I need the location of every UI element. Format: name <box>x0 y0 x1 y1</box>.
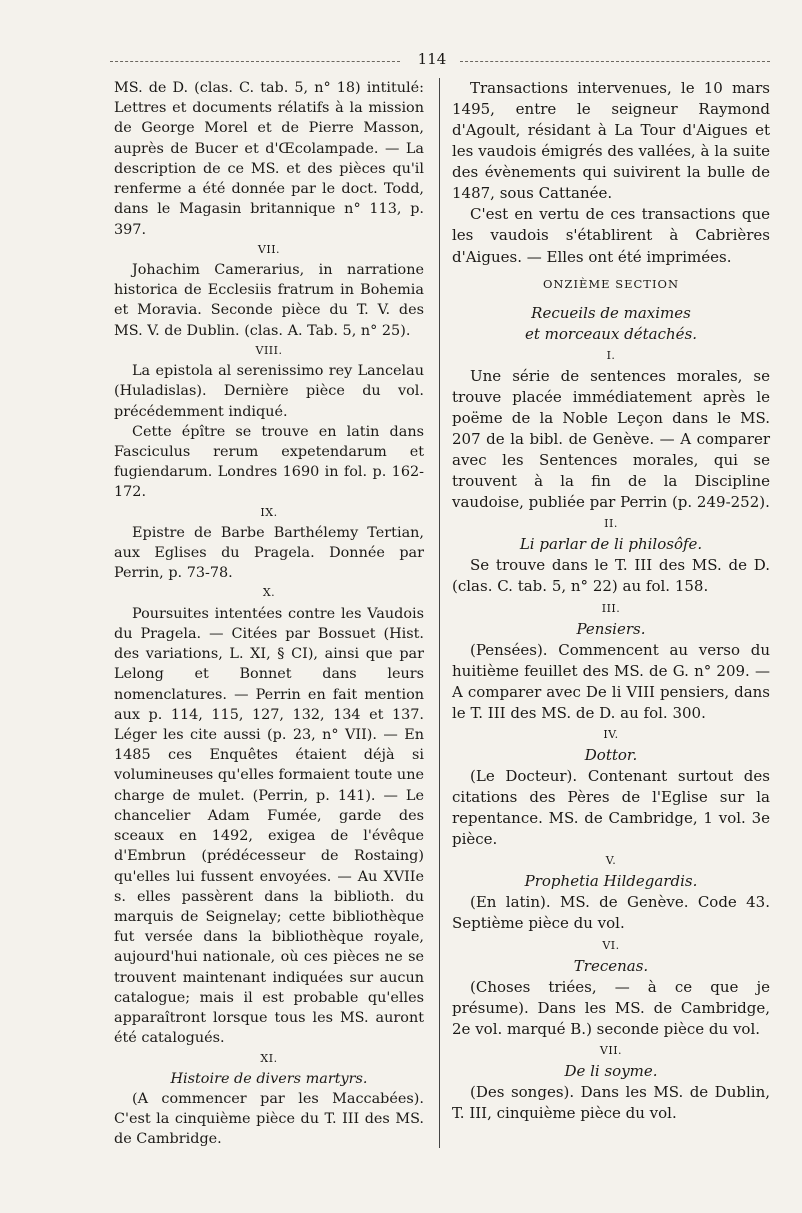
paragraph: C'est en vertu de ces transactions que les vaudois s'établirent à Cabrières d'Aigues. — Elles ont été imprimées. <box>452 205 770 266</box>
entry-title: Trecenas. <box>573 956 649 975</box>
paragraph: Se trouve dans le T. III des MS. de D. (clas. C. tab. 5, n° 22) au fol. 158. <box>452 556 770 596</box>
entry-number: XI. <box>260 1051 278 1065</box>
paragraph: Johachim Camerarius, in narratione historica de Ecclesiis fratrum in Bohemia et Moravia. Seconde pièce du T. V. des MS. V. de Dublin. (clas. A. Tab. 5, n° 25). <box>114 261 424 339</box>
entry-title: Prophetia Hildegardis. <box>524 872 698 891</box>
header-rule-left <box>110 61 400 62</box>
entry-number: VII. <box>599 1043 623 1057</box>
paragraph: MS. de D. (clas. C. tab. 5, n° 18) intitulé: Lettres et documents rélatifs à la mission de George Morel et de Pierre Masson, auprès de Bucer et d'Œcolampade. — La description de ce MS. et des pièces qu'il renferme a été donnée par le doct. Todd, dans le Magasin britannique n° 113, p. 397. <box>114 80 424 238</box>
entry-number: VII. <box>257 242 281 256</box>
entry-number: I. <box>606 348 616 362</box>
paragraph: La epistola al serenissimo rey Lancelau (Huladislas). Dernière pièce du vol. précédemment indiqué. <box>114 363 424 420</box>
left-column <box>114 78 424 1150</box>
paragraph: Poursuites intentées contre les Vaudois du Pragela. — Citées par Bossuet (Hist. des variations, L. XI, § CI), ainsi que par Lelong et Bonnet dans leurs nomenclatures. — Perrin en fait mention aux p. 114, 115, 127, 132, 134 et 137. Léger les cite aussi (p. 23, n° VII). — En 1485 ces Enquêtes étaient déjà si volumineuses qu'elles formaient toute une charge de mulet. (Perrin, p. 141). — Le chancelier Adam Fumée, garde des sceaux en 1492, exigea de l'évêque d'Embrun (prédécesseur de Rostaing) qu'elles lui fussent envoyées. — Au XVIIe s. elles passèrent dans la biblioth. du marquis de Seignelay; cette bibliothèque fut versée dans la bibliothèque royale, aujourd'hui nationale, où ces pièces ne se trouvent maintenant indiquées sur aucun catalogue; mais il est probable qu'elles apparaîtront lorsque tous les MS. auront été catalogués. <box>114 605 424 1047</box>
entry-number: II. <box>604 517 618 531</box>
entry-title: Li parlar de li philosôfe. <box>519 535 703 554</box>
entry-number: VIII. <box>255 343 283 357</box>
paragraph: (Pensées). Commencent au verso du huitième feuillet des MS. de G. n° 209. — A comparer avec De li VIII pensiers, dans le T. III des MS. de D. au fol. 300. <box>452 640 770 722</box>
entry-title: De li soyme. <box>564 1061 658 1080</box>
header-rule-right <box>460 61 770 62</box>
paragraph: (A commencer par les Maccabées). C'est la cinquième pièce du T. III des MS. de Cambridge. <box>114 1090 424 1148</box>
section-heading: ONZIÈME SECTION <box>542 276 680 291</box>
entry-title: Recueils de maximes <box>531 303 691 322</box>
column-divider <box>439 78 440 1148</box>
paragraph: (En latin). MS. de Genève. Code 43. Septième pièce du vol. <box>452 893 770 933</box>
paragraph: Cette épître se trouve en latin dans Fasciculus rerum expetendarum et fugiendarum. Londres 1690 in fol. p. 162-172. <box>114 423 424 501</box>
paragraph: (Le Docteur). Contenant surtout des citations des Pères de l'Eglise sur la repentance. MS. de Cambridge, 1 vol. 3e pièce. <box>452 767 770 849</box>
entry-number: V. <box>605 854 617 868</box>
entry-number: IX. <box>260 505 278 519</box>
entry-title: Histoire de divers martyrs. <box>170 1070 368 1087</box>
paragraph: Une série de sentences morales, se trouve placée immédiatement après le poëme de la Noble Leçon dans le MS. 207 de la bibl. de Genève. — A comparer avec les Sentences morales, qui se trouvent à la fin de la Discipline vaudoise, publiée par Perrin (p. 249-252). <box>452 366 770 512</box>
entry-number: III. <box>601 601 621 615</box>
entry-number: X. <box>262 586 276 600</box>
paragraph: Transactions intervenues, le 10 mars 1495, entre le seigneur Raymond d'Agoult, résidant à La Tour d'Aigues et les vaudois émigrés des vallées, à la suite des évènements qui suivirent la bulle de 1487, sous Cattanée. <box>452 79 770 203</box>
paragraph: (Des songes). Dans les MS. de Dublin, T. III, cinquième pièce du vol. <box>452 1082 770 1122</box>
page-header <box>110 50 770 70</box>
paragraph: Epistre de Barbe Barthélemy Tertian, aux Eglises du Pragela. Donnée par Perrin, p. 73-78. <box>114 524 424 582</box>
entry-title: Pensiers. <box>576 619 646 638</box>
entry-title: et morceaux détachés. <box>524 324 698 343</box>
right-column <box>452 78 770 1124</box>
page-number: 114 <box>417 50 447 68</box>
paragraph: (Choses triées, — à ce que je présume). Dans les MS. de Cambridge, 2e vol. marqué B.) seconde pièce du vol. <box>452 977 770 1038</box>
entry-title: Dottor. <box>584 745 638 764</box>
entry-number: IV. <box>603 727 619 741</box>
entry-number: VI. <box>602 938 620 952</box>
